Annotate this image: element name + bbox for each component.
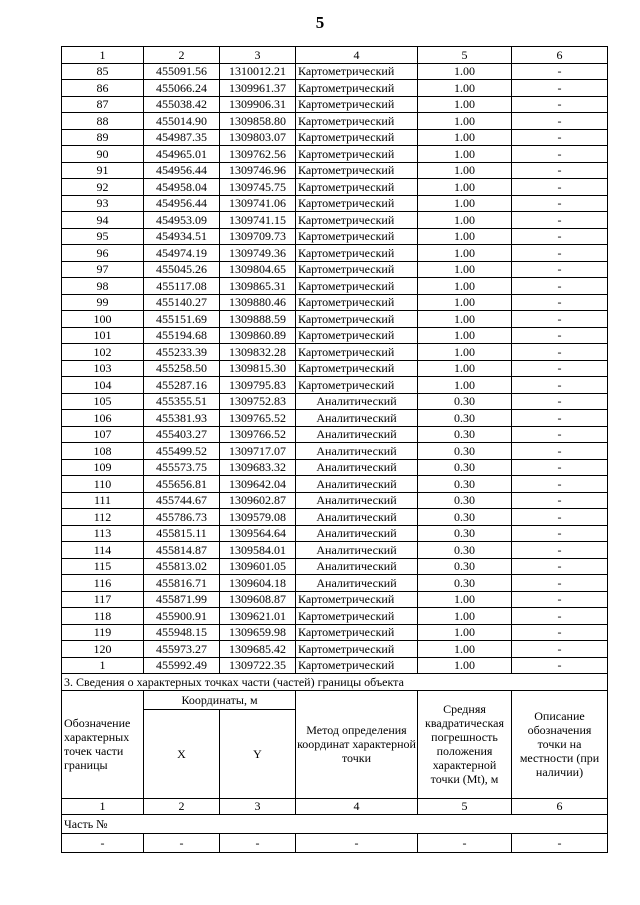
point-number: 96 [62, 245, 144, 262]
description: - [512, 96, 608, 113]
coordinates-header: Координаты, м [144, 690, 296, 709]
method: Картометрический [296, 63, 418, 80]
mean-error: 1.00 [418, 146, 512, 163]
mean-error: 1.00 [418, 129, 512, 146]
coord-x: 455194.68 [144, 327, 220, 344]
coord-x: 455381.93 [144, 410, 220, 427]
description: - [512, 624, 608, 641]
table-row [62, 195, 608, 212]
description: - [512, 525, 608, 542]
point-number: 90 [62, 146, 144, 163]
method: Картометрический [296, 624, 418, 641]
coord-y: 1309880.46 [220, 294, 296, 311]
description: - [512, 63, 608, 80]
table-row [62, 558, 608, 575]
table-row [62, 311, 608, 328]
point-number: 119 [62, 624, 144, 641]
mean-error: 1.00 [418, 311, 512, 328]
table-row [62, 542, 608, 559]
mean-error: 1.00 [418, 294, 512, 311]
table-row [62, 393, 608, 410]
method: Картометрический [296, 641, 418, 658]
column-number: 4 [296, 47, 418, 64]
mean-error: 0.30 [418, 443, 512, 460]
table-row [62, 509, 608, 526]
mean-error: 1.00 [418, 261, 512, 278]
coord-y: 1309741.15 [220, 212, 296, 229]
table-row [62, 344, 608, 361]
table-row [62, 608, 608, 625]
coord-x: 455499.52 [144, 443, 220, 460]
coord-y: 1309608.87 [220, 591, 296, 608]
column-number-row [62, 47, 608, 64]
description: - [512, 558, 608, 575]
description: - [512, 509, 608, 526]
column-number: 1 [62, 47, 144, 64]
mean-error: 1.00 [418, 195, 512, 212]
description: - [512, 195, 608, 212]
mean-error: 1.00 [418, 162, 512, 179]
point-number: 115 [62, 558, 144, 575]
coord-x: 455573.75 [144, 459, 220, 476]
method: Картометрический [296, 195, 418, 212]
empty-cell: - [144, 834, 220, 853]
mean-error: 1.00 [418, 96, 512, 113]
coord-x: 455014.90 [144, 113, 220, 130]
point-number: 98 [62, 278, 144, 295]
mean-error: 0.30 [418, 492, 512, 509]
point-number: 104 [62, 377, 144, 394]
method: Аналитический [296, 575, 418, 592]
empty-cell: - [296, 834, 418, 853]
coord-x: 455815.11 [144, 525, 220, 542]
table-row [62, 410, 608, 427]
mean-error: 1.00 [418, 327, 512, 344]
coord-y: 1309832.28 [220, 344, 296, 361]
table-row [62, 591, 608, 608]
coord-x: 455117.08 [144, 278, 220, 295]
method: Аналитический [296, 443, 418, 460]
mean-error: 0.30 [418, 558, 512, 575]
description: - [512, 146, 608, 163]
description: - [512, 641, 608, 658]
coord-y: 1309709.73 [220, 228, 296, 245]
mean-error: 1.00 [418, 360, 512, 377]
coord-x: 454987.35 [144, 129, 220, 146]
empty-cell: - [62, 834, 144, 853]
coord-x: 455813.02 [144, 558, 220, 575]
table-row [62, 377, 608, 394]
method: Картометрический [296, 179, 418, 196]
coord-x: 455656.81 [144, 476, 220, 493]
coord-x: 454953.09 [144, 212, 220, 229]
mean-error: 0.30 [418, 542, 512, 559]
description: - [512, 459, 608, 476]
boundary-points-table [61, 46, 608, 853]
mean-error: 1.00 [418, 641, 512, 658]
mean-error: 0.30 [418, 426, 512, 443]
table-row [62, 575, 608, 592]
method: Картометрический [296, 113, 418, 130]
coord-y: 1309745.75 [220, 179, 296, 196]
coord-y: 1309765.52 [220, 410, 296, 427]
mean-error: 1.00 [418, 228, 512, 245]
description: - [512, 542, 608, 559]
mean-error: 0.30 [418, 459, 512, 476]
empty-cell: - [512, 834, 608, 853]
point-number: 113 [62, 525, 144, 542]
point-number: 116 [62, 575, 144, 592]
table-row [62, 96, 608, 113]
coord-y: 1309888.59 [220, 311, 296, 328]
method: Картометрический [296, 278, 418, 295]
coord-x: 455140.27 [144, 294, 220, 311]
coord-y: 1310012.21 [220, 63, 296, 80]
coord-y: 1309642.04 [220, 476, 296, 493]
coord-x: 454974.19 [144, 245, 220, 262]
coord-y: 1309803.07 [220, 129, 296, 146]
coord-x: 455816.71 [144, 575, 220, 592]
method: Картометрический [296, 129, 418, 146]
method: Аналитический [296, 459, 418, 476]
method: Аналитический [296, 410, 418, 427]
coord-x: 455287.16 [144, 377, 220, 394]
description: - [512, 575, 608, 592]
point-number: 118 [62, 608, 144, 625]
point-number: 107 [62, 426, 144, 443]
coord-y: 1309564.64 [220, 525, 296, 542]
coord-y: 1309746.96 [220, 162, 296, 179]
mean-error: 1.00 [418, 212, 512, 229]
mean-error: 1.00 [418, 344, 512, 361]
method: Картометрический [296, 360, 418, 377]
y-header: Y [220, 709, 296, 798]
point-number: 108 [62, 443, 144, 460]
mean-error: 1.00 [418, 80, 512, 97]
section-number-row [62, 798, 608, 815]
mean-error: 1.00 [418, 624, 512, 641]
part-label: Часть № [62, 815, 608, 834]
table-row [62, 261, 608, 278]
column-number: 3 [220, 47, 296, 64]
table-row [62, 245, 608, 262]
table-row [62, 129, 608, 146]
point-number: 103 [62, 360, 144, 377]
mean-error: 0.30 [418, 393, 512, 410]
table-row [62, 80, 608, 97]
coord-y: 1309749.36 [220, 245, 296, 262]
point-number: 117 [62, 591, 144, 608]
method: Картометрический [296, 657, 418, 674]
description: - [512, 212, 608, 229]
description: - [512, 360, 608, 377]
description: - [512, 228, 608, 245]
coord-y: 1309766.52 [220, 426, 296, 443]
point-number: 105 [62, 393, 144, 410]
coord-x: 455786.73 [144, 509, 220, 526]
coord-x: 455038.42 [144, 96, 220, 113]
method: Картометрический [296, 377, 418, 394]
mean-error: 0.30 [418, 525, 512, 542]
description: - [512, 327, 608, 344]
method: Картометрический [296, 146, 418, 163]
coord-y: 1309865.31 [220, 278, 296, 295]
point-number: 93 [62, 195, 144, 212]
coord-y: 1309752.83 [220, 393, 296, 410]
column-number: 3 [220, 798, 296, 815]
coord-x: 455066.24 [144, 80, 220, 97]
method: Аналитический [296, 492, 418, 509]
table-row [62, 278, 608, 295]
method: Картометрический [296, 294, 418, 311]
description: - [512, 476, 608, 493]
table-row [62, 624, 608, 641]
method: Аналитический [296, 426, 418, 443]
table-row [62, 426, 608, 443]
coord-x: 455151.69 [144, 311, 220, 328]
point-number: 100 [62, 311, 144, 328]
method: Картометрический [296, 245, 418, 262]
coord-y: 1309621.01 [220, 608, 296, 625]
method: Картометрический [296, 80, 418, 97]
coord-y: 1309815.30 [220, 360, 296, 377]
empty-cell: - [220, 834, 296, 853]
coord-y: 1309685.42 [220, 641, 296, 658]
table-row [62, 294, 608, 311]
mean-error: 1.00 [418, 113, 512, 130]
mean-error: 1.00 [418, 179, 512, 196]
coord-x: 455258.50 [144, 360, 220, 377]
point-number: 102 [62, 344, 144, 361]
table-row [62, 657, 608, 674]
coord-y: 1309579.08 [220, 509, 296, 526]
point-number: 114 [62, 542, 144, 559]
point-number: 109 [62, 459, 144, 476]
description: - [512, 657, 608, 674]
coord-x: 455973.27 [144, 641, 220, 658]
coord-y: 1309659.98 [220, 624, 296, 641]
column-number: 2 [144, 798, 220, 815]
description: - [512, 591, 608, 608]
point-number: 106 [62, 410, 144, 427]
section-title-row [62, 674, 608, 691]
table-row [62, 443, 608, 460]
method: Картометрический [296, 591, 418, 608]
table-row [62, 492, 608, 509]
column-number: 6 [512, 798, 608, 815]
description: - [512, 608, 608, 625]
method: Аналитический [296, 476, 418, 493]
x-header: X [144, 709, 220, 798]
table-row [62, 179, 608, 196]
point-number: 95 [62, 228, 144, 245]
description: - [512, 245, 608, 262]
coord-x: 455992.49 [144, 657, 220, 674]
coord-x: 455233.39 [144, 344, 220, 361]
point-number: 1 [62, 657, 144, 674]
table-row [62, 525, 608, 542]
method: Картометрический [296, 608, 418, 625]
method: Картометрический [296, 96, 418, 113]
coord-x: 455045.26 [144, 261, 220, 278]
mean-error: 1.00 [418, 63, 512, 80]
description: - [512, 443, 608, 460]
method: Картометрический [296, 327, 418, 344]
description: - [512, 311, 608, 328]
coord-y: 1309601.05 [220, 558, 296, 575]
coord-y: 1309762.56 [220, 146, 296, 163]
coord-y: 1309906.31 [220, 96, 296, 113]
mean-error: 1.00 [418, 377, 512, 394]
description: - [512, 492, 608, 509]
method: Аналитический [296, 509, 418, 526]
point-number: 89 [62, 129, 144, 146]
coord-y: 1309961.37 [220, 80, 296, 97]
coord-x: 455355.51 [144, 393, 220, 410]
description: - [512, 426, 608, 443]
coord-y: 1309604.18 [220, 575, 296, 592]
point-number: 111 [62, 492, 144, 509]
coord-y: 1309741.06 [220, 195, 296, 212]
point-number: 110 [62, 476, 144, 493]
section-title: 3. Сведения о характерных точках части (частей) границы объекта [62, 674, 608, 691]
description: - [512, 179, 608, 196]
description: - [512, 261, 608, 278]
coord-x: 455744.67 [144, 492, 220, 509]
mean-error: 0.30 [418, 509, 512, 526]
description: - [512, 393, 608, 410]
section-header-row [62, 690, 608, 709]
coord-x: 454965.01 [144, 146, 220, 163]
point-number: 112 [62, 509, 144, 526]
point-number: 97 [62, 261, 144, 278]
empty-data-row [62, 834, 608, 853]
table-row [62, 146, 608, 163]
description: - [512, 80, 608, 97]
table-row [62, 476, 608, 493]
point-number: 120 [62, 641, 144, 658]
coord-y: 1309858.80 [220, 113, 296, 130]
mean-error: 1.00 [418, 608, 512, 625]
description: - [512, 113, 608, 130]
method: Аналитический [296, 542, 418, 559]
method: Картометрический [296, 311, 418, 328]
coord-x: 454956.44 [144, 162, 220, 179]
table-row [62, 327, 608, 344]
method-header: Метод определения координат характерной точки [296, 690, 418, 798]
table-row [62, 459, 608, 476]
part-label-row [62, 815, 608, 834]
mean-error: 1.00 [418, 245, 512, 262]
method: Картометрический [296, 162, 418, 179]
coord-y: 1309860.89 [220, 327, 296, 344]
description: - [512, 278, 608, 295]
point-number: 99 [62, 294, 144, 311]
point-number: 87 [62, 96, 144, 113]
description-header: Описание обозначения точки на местности (при наличии) [512, 690, 608, 798]
designation-header: Обозначение характерных точек части границы [62, 690, 144, 798]
mean-error: 1.00 [418, 278, 512, 295]
coord-x: 455091.56 [144, 63, 220, 80]
method: Картометрический [296, 212, 418, 229]
point-number: 86 [62, 80, 144, 97]
table-row [62, 641, 608, 658]
description: - [512, 129, 608, 146]
table-row [62, 360, 608, 377]
coord-y: 1309584.01 [220, 542, 296, 559]
column-number: 5 [418, 798, 512, 815]
table-row [62, 162, 608, 179]
column-number: 5 [418, 47, 512, 64]
mean-error: 0.30 [418, 575, 512, 592]
coord-x: 455403.27 [144, 426, 220, 443]
point-number: 101 [62, 327, 144, 344]
coord-y: 1309795.83 [220, 377, 296, 394]
mean-error: 0.30 [418, 476, 512, 493]
coord-x: 454934.51 [144, 228, 220, 245]
method: Аналитический [296, 393, 418, 410]
coord-x: 454956.44 [144, 195, 220, 212]
method: Картометрический [296, 344, 418, 361]
error-header: Средняя квадратическая погрешность положения характерной точки (Mt), м [418, 690, 512, 798]
method: Аналитический [296, 558, 418, 575]
description: - [512, 377, 608, 394]
description: - [512, 410, 608, 427]
coord-x: 455871.99 [144, 591, 220, 608]
method: Картометрический [296, 228, 418, 245]
description: - [512, 344, 608, 361]
table-row [62, 228, 608, 245]
point-number: 92 [62, 179, 144, 196]
coord-y: 1309804.65 [220, 261, 296, 278]
table-row [62, 63, 608, 80]
table-row [62, 113, 608, 130]
empty-cell: - [418, 834, 512, 853]
description: - [512, 294, 608, 311]
coord-y: 1309722.35 [220, 657, 296, 674]
point-number: 85 [62, 63, 144, 80]
coord-y: 1309717.07 [220, 443, 296, 460]
mean-error: 0.30 [418, 410, 512, 427]
method: Аналитический [296, 525, 418, 542]
point-number: 88 [62, 113, 144, 130]
description: - [512, 162, 608, 179]
point-number: 94 [62, 212, 144, 229]
column-number: 6 [512, 47, 608, 64]
point-number: 91 [62, 162, 144, 179]
coord-x: 454958.04 [144, 179, 220, 196]
column-number: 2 [144, 47, 220, 64]
table-row [62, 212, 608, 229]
mean-error: 1.00 [418, 657, 512, 674]
coord-y: 1309683.32 [220, 459, 296, 476]
method: Картометрический [296, 261, 418, 278]
coord-x: 455948.15 [144, 624, 220, 641]
coord-y: 1309602.87 [220, 492, 296, 509]
column-number: 4 [296, 798, 418, 815]
coord-x: 455814.87 [144, 542, 220, 559]
page-number: 5 [315, 13, 325, 32]
mean-error: 1.00 [418, 591, 512, 608]
column-number: 1 [62, 798, 144, 815]
coord-x: 455900.91 [144, 608, 220, 625]
